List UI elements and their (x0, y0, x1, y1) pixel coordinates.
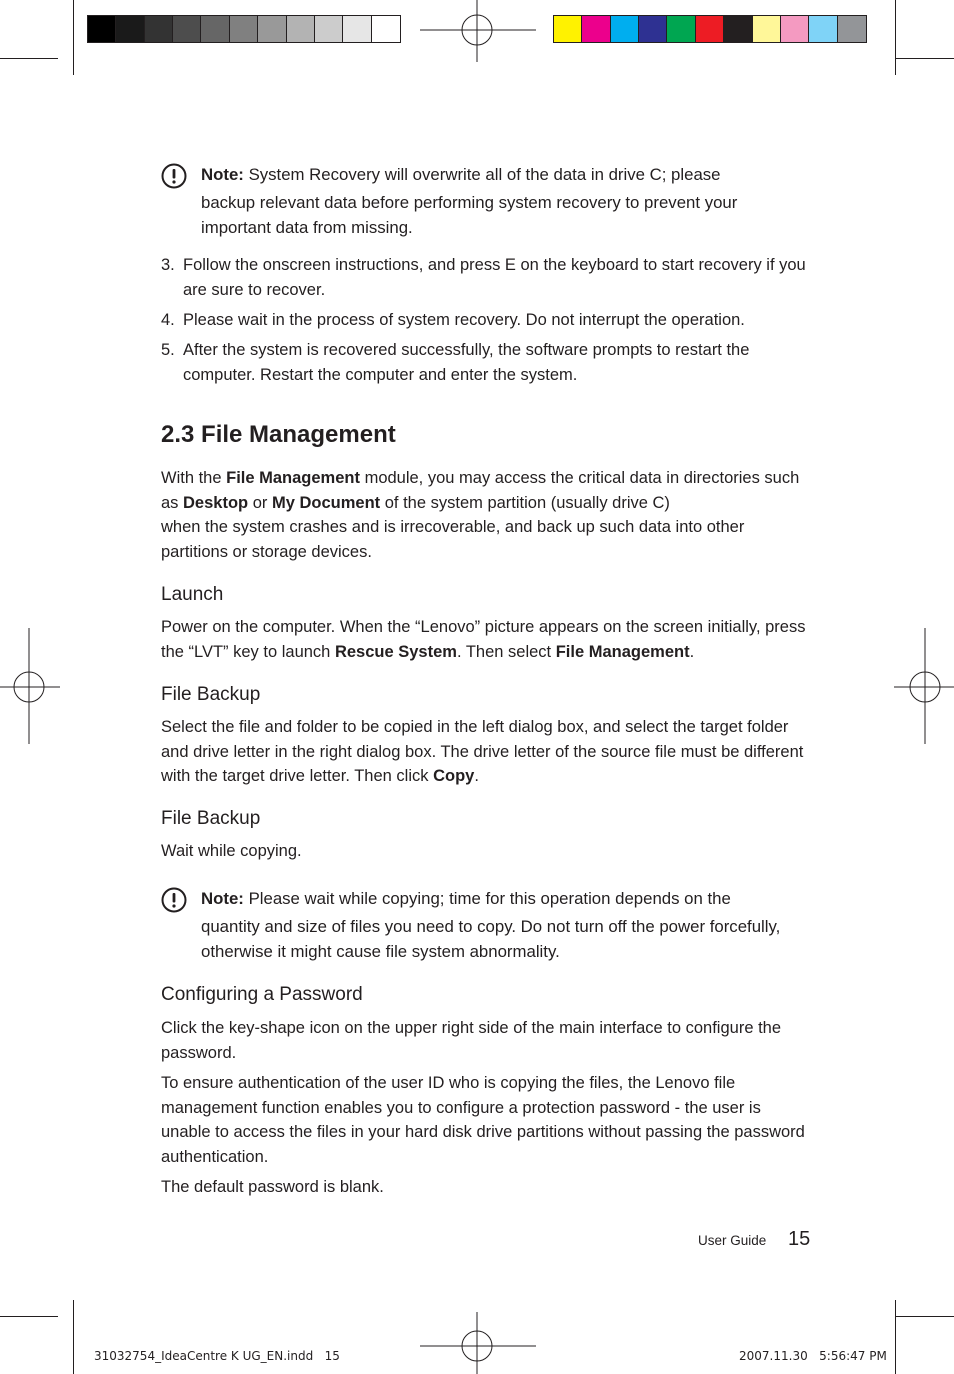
color-swatch (201, 16, 229, 42)
color-swatch (724, 16, 752, 42)
warning-icon (161, 163, 187, 189)
process-color-bar (553, 15, 867, 43)
color-swatch (287, 16, 315, 42)
color-swatch (639, 16, 667, 42)
file-backup-wait-paragraph: Wait while copying. (161, 842, 302, 860)
warning-icon (161, 887, 187, 913)
list-item: 5. After the system is recovered successfully, the software prompts to restart the computer. Restart the computer and enter the system. (161, 341, 750, 384)
color-swatch (696, 16, 724, 42)
slug-timestamp: 2007.11.30 5:56:47 PM (739, 1349, 887, 1363)
file-backup-paragraph: Select the file and folder to be copied in the left dialog box, and select the target folder and drive letter in the right dialog box. The drive letter of the source file must be different with the target drive letter. Then click Copy. (161, 718, 804, 786)
color-swatch (753, 16, 781, 42)
color-swatch (582, 16, 610, 42)
grayscale-color-bar (87, 15, 401, 43)
password-heading: Configuring a Password (161, 984, 363, 1005)
color-swatch (88, 16, 116, 42)
note-label: Note: (201, 165, 244, 184)
launch-heading: Launch (161, 584, 224, 605)
color-swatch (343, 16, 371, 42)
file-backup-wait-heading: File Backup (161, 808, 261, 829)
color-swatch (809, 16, 837, 42)
note-text-rest: backup relevant data before performing system recovery to prevent your important data from missing. (201, 193, 738, 237)
color-swatch (667, 16, 695, 42)
recovery-note (201, 160, 811, 240)
color-swatch (145, 16, 173, 42)
file-backup-heading: File Backup (161, 684, 261, 705)
page-number: 15 (788, 1228, 811, 1250)
copy-note (201, 884, 811, 964)
color-swatch (781, 16, 809, 42)
password-paragraph-2: To ensure authentication of the user ID who is copying the files, the Lenovo file management function enables you to configure a protection password - the user is unable to access the files in your hard disk drive partitions without passing the password authentication. (161, 1074, 805, 1167)
color-swatch (173, 16, 201, 42)
registration-mark-left (0, 628, 60, 744)
color-swatch (230, 16, 258, 42)
color-swatch (116, 16, 144, 42)
color-swatch (258, 16, 286, 42)
note-text-rest: quantity and size of files you need to copy. Do not turn off the power forcefully, otherwise it might cause file system abnormality. (201, 917, 781, 961)
slug-filename: 31032754_IdeaCentre K UG_EN.indd 15 (94, 1349, 340, 1363)
note-text-line1: Please wait while copying; time for this operation depends on the (248, 889, 731, 908)
password-paragraph-3: The default password is blank. (161, 1178, 384, 1196)
color-swatch (611, 16, 639, 42)
color-swatch (838, 16, 866, 42)
launch-paragraph: Power on the computer. When the “Lenovo” picture appears on the screen initially, press the “LVT” key to launch Rescue System. Then select File Management. (161, 618, 806, 661)
color-swatch (315, 16, 343, 42)
registration-mark-bottom (420, 1312, 536, 1374)
note-label: Note: (201, 889, 244, 908)
registration-mark-top (420, 0, 536, 62)
footer-label: User Guide (698, 1233, 767, 1248)
list-item: 4. Please wait in the process of system recovery. Do not interrupt the operation. (161, 311, 745, 329)
password-paragraph-1: Click the key-shape icon on the upper right side of the main interface to configure the password. (161, 1019, 782, 1062)
color-swatch (554, 16, 582, 42)
section-title: 2.3 File Management (161, 421, 396, 448)
list-item: 3. Follow the onscreen instructions, and press E on the keyboard to start recovery if you are sure to recover. (161, 256, 806, 299)
registration-mark-right (894, 628, 954, 744)
note-text-line1: System Recovery will overwrite all of the data in drive C; please (248, 165, 721, 184)
color-swatch (372, 16, 400, 42)
intro-paragraph: With the File Management module, you may access the critical data in directories such as Desktop or My Document of the system partition (usually drive C) when the system crashes and is irrecoverable, and back up such data into other partitions or storage devices. (161, 469, 800, 562)
